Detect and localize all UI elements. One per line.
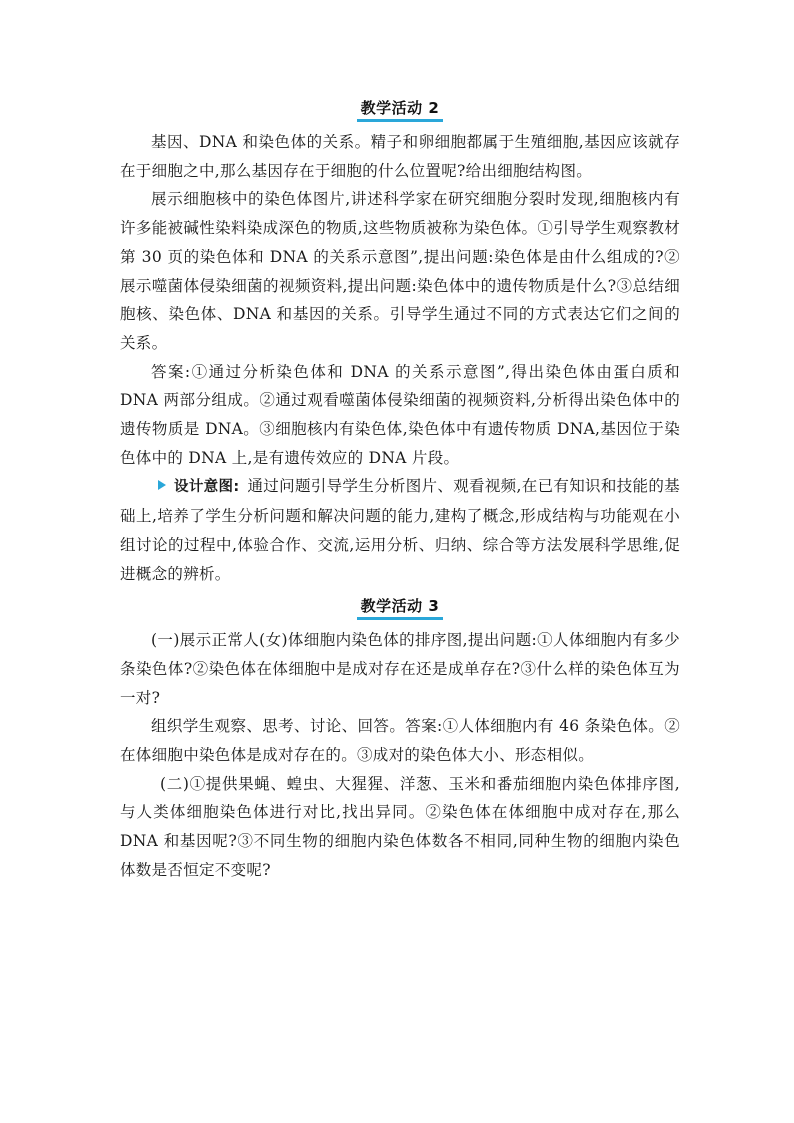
activity-3-heading: 教学活动 3	[357, 594, 444, 620]
activity-2-section	[120, 96, 680, 588]
design-intent-paragraph	[120, 472, 680, 588]
triangle-bullet-icon	[158, 480, 166, 490]
design-intent-label: 设计意图:	[174, 479, 240, 496]
activity-2-answer-paragraph: 答案:①通过分析染色体和 DNA 的关系示意图”,得出染色体由蛋白质和 DNA 两部分组成。②通过观看噬菌体侵染细菌的视频资料,分析得出染色体中的遗传物质是 DNA。③细胞核内有染色体,染色体中有遗传物质 DNA,基因位于染色体中的 DNA 上,是有遗传效应的 DNA 片段。	[120, 362, 680, 467]
activity-2-heading-wrap	[120, 96, 680, 126]
activity-3-paragraph-2: 组织学生观察、思考、讨论、回答。答案:①人体细胞内有 46 条染色体。②在体细胞中染色体是成对存在的。③成对的染色体大小、形态相似。	[120, 717, 680, 765]
activity-3-section	[120, 594, 680, 884]
document-content	[120, 96, 680, 885]
activity-2-heading: 教学活动 2	[357, 96, 444, 122]
activity-2-paragraph-1: 基因、DNA 和染色体的关系。精子和卵细胞都属于生殖细胞,基因应该就存在于细胞之中,那么基因存在于细胞的什么位置呢?给出细胞结构图。	[120, 133, 680, 180]
activity-2-paragraph-2: 展示细胞核中的染色体图片,讲述科学家在研究细胞分裂时发现,细胞核内有许多能被碱性染料染成深色的物质,这些物质被称为染色体。①引导学生观察教材第 30 页的染色体和 DNA 的关系示意图”,提出问题:染色体是由什么组成的?②展示噬菌体侵染细菌的视频资料,提出问题:染色体中的遗传物质是什么?③总结细胞核、染色体、DNA 和基因的关系。引导学生通过不同的方式表达它们之间的关系。	[120, 190, 680, 352]
design-intent-text: 通过问题引导学生分析图片、观看视频,在已有知识和技能的基础上,培养了学生分析问题和解决问题的能力,建构了概念,形成结构与功能观在小组讨论的过程中,体验合作、交流,运用分析、归纳、综合等方法发展科学思维,促进概念的辨析。	[120, 477, 680, 583]
activity-3-paragraph-1: (一)展示正常人(女)体细胞内染色体的排序图,提出问题:①人体细胞内有多少条染色体?②染色体在体细胞中是成对存在还是成单存在?③什么样的染色体互为一对?	[120, 631, 680, 707]
activity-3-heading-wrap	[120, 594, 680, 624]
activity-3-paragraph-3: (二)①提供果蝇、蝗虫、大猩猩、洋葱、玉米和番茄细胞内染色体排序图,与人类体细胞染色体进行对比,找出异同。②染色体在体细胞中成对存在,那么 DNA 和基因呢?③不同生物的细胞内染色体数各不相同,同种生物的细胞内染色体数是否恒定不变呢?	[120, 774, 680, 879]
